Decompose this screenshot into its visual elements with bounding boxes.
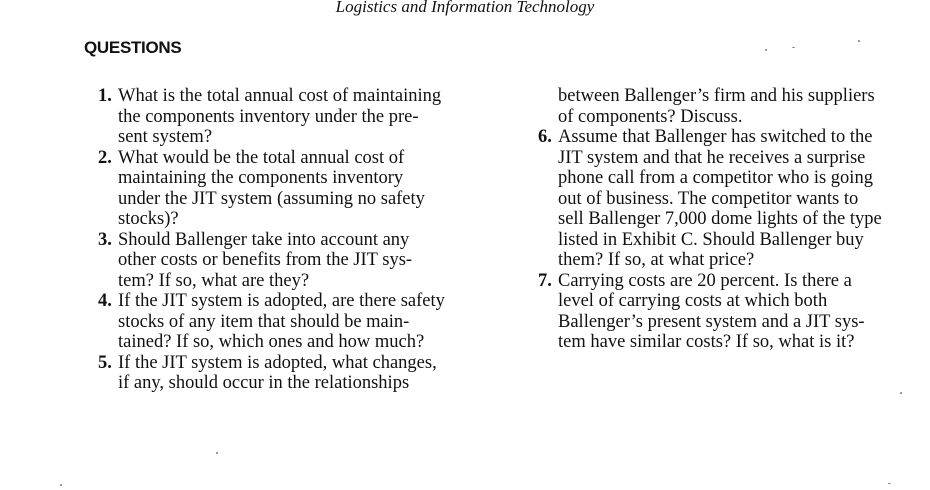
- question-text-line: under the JIT system (assuming no safety: [118, 188, 425, 209]
- question-6: [538, 127, 930, 271]
- scan-speck: [792, 47, 795, 48]
- question-text-line: stocks)?: [118, 209, 179, 229]
- question-text-line: phone call from a competitor who is going: [558, 168, 873, 188]
- question-text-line: level of carrying costs at which both: [558, 291, 828, 311]
- question-text-line: If the JIT system is adopted, what changes,: [118, 352, 437, 373]
- question-5: [98, 353, 508, 394]
- question-text-line: listed in Exhibit C. Should Ballenger buy: [558, 229, 864, 250]
- question-text-line: maintaining the components inventory: [118, 168, 404, 188]
- question-3: [98, 230, 508, 292]
- question-number: 3.: [98, 229, 112, 250]
- right-column: [538, 86, 930, 353]
- question-number: 2.: [98, 147, 112, 168]
- question-text-line: tem have similar costs? If so, what is it?: [558, 332, 855, 352]
- question-text-line: tained? If so, which ones and how much?: [118, 332, 425, 352]
- question-text-line: sent system?: [118, 127, 213, 147]
- question-text-line: Carrying costs are 20 percent. Is there a: [558, 270, 852, 291]
- question-number: 4.: [98, 291, 112, 311]
- question-text-line: Ballenger’s present system and a JIT sys-: [558, 311, 865, 332]
- scan-speck: [888, 483, 891, 484]
- running-head: Logistics and Information Technology: [335, 0, 595, 16]
- section-heading: QUESTIONS: [84, 38, 182, 57]
- question-text-line: What would be the total annual cost of: [118, 147, 405, 168]
- question-text-line: What is the total annual cost of maintaining: [118, 86, 442, 106]
- scan-speck: [60, 484, 62, 486]
- question-number: 5.: [98, 352, 112, 373]
- question-number: 1.: [98, 86, 112, 106]
- question-text-line: JIT system and that he receives a surprise: [558, 147, 866, 168]
- scan-speck: [765, 49, 767, 51]
- question-text-line: Should Ballenger take into account any: [118, 229, 410, 250]
- question-1: [98, 86, 508, 148]
- question-text-line: out of business. The competitor wants to: [558, 188, 859, 209]
- question-7: [538, 271, 930, 353]
- question-text-line: if any, should occur in the relationships: [118, 373, 410, 393]
- question-5-continuation: [538, 86, 930, 127]
- left-column: [98, 86, 508, 394]
- question-text-line: them? If so, at what price?: [558, 250, 755, 270]
- question-text-line: Assume that Ballenger has switched to the: [558, 127, 873, 147]
- question-text-line: tem? If so, what are they?: [118, 270, 310, 291]
- question-text-line: stocks of any item that should be main-: [118, 311, 410, 332]
- scan-speck: [858, 40, 860, 42]
- question-text-line: of components? Discuss.: [558, 106, 743, 127]
- scan-speck: [216, 452, 218, 454]
- question-text-line: other costs or benefits from the JIT sys-: [118, 250, 413, 270]
- scan-speck: [900, 392, 902, 394]
- question-text-line: the components inventory under the pre-: [118, 106, 419, 127]
- question-text-line: If the JIT system is adopted, are there safety: [118, 291, 445, 311]
- question-text-line: sell Ballenger 7,000 dome lights of the type: [558, 209, 882, 229]
- question-4: [98, 291, 508, 353]
- question-text-line: between Ballenger’s firm and his suppliers: [558, 86, 875, 106]
- question-number: 6.: [538, 127, 552, 147]
- question-2: [98, 148, 508, 230]
- question-number: 7.: [538, 270, 552, 291]
